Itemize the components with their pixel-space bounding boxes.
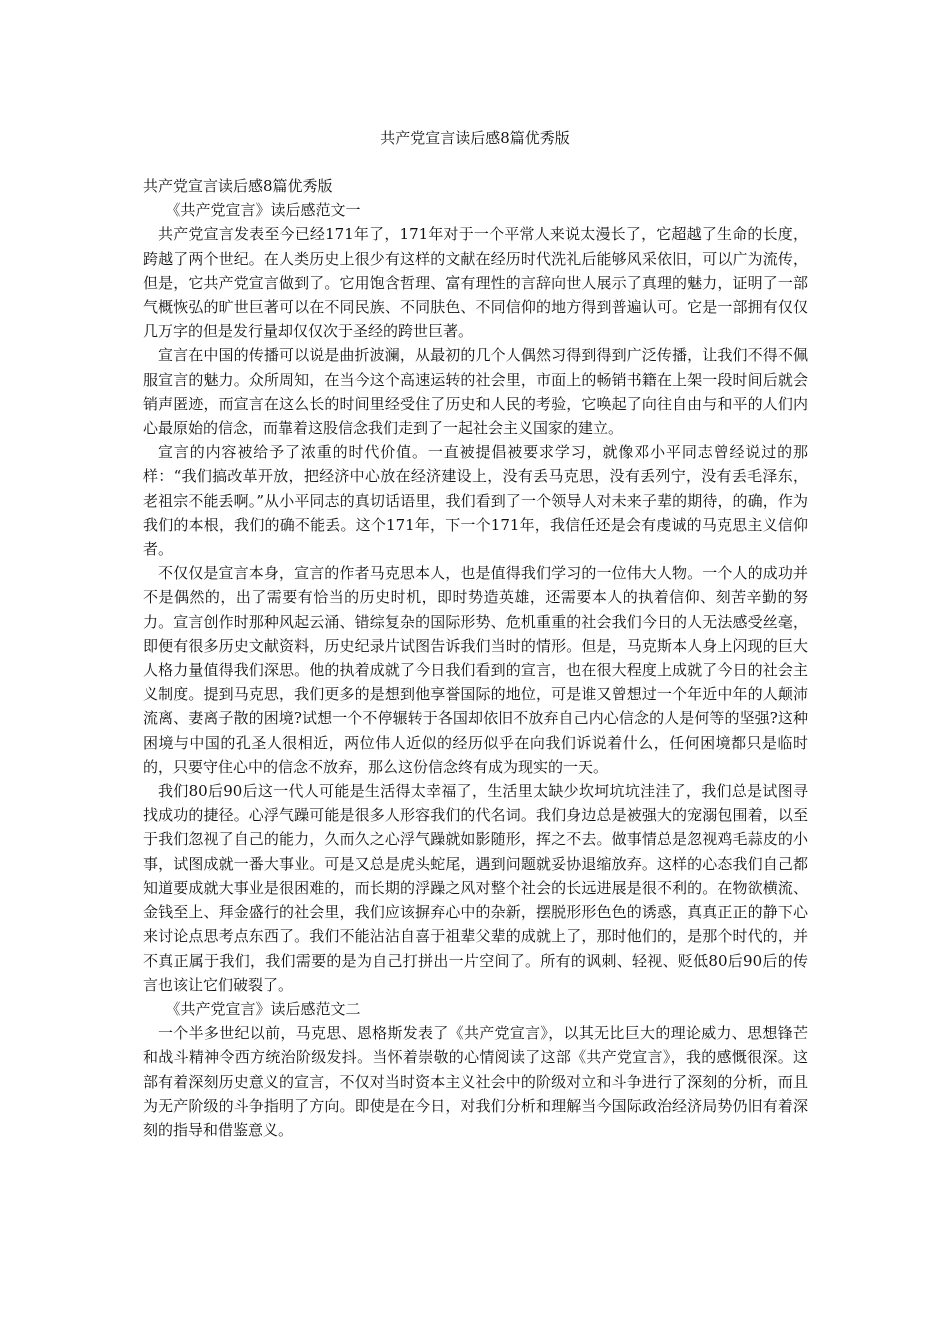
document-body xyxy=(143,174,808,1142)
paragraph: 宣言在中国的传播可以说是曲折波澜，从最初的几个人偶然习得到得到广泛传播，让我们不得不佩服宣言的魅力。众所周知，在当今这个高速运转的社会里，市面上的畅销书籍在上架一段时间后就会销声匿迹，而宣言在这么长的时间里经受住了历史和人民的考验，它唤起了向往自由与和平的人们内心最原始的信念，而靠着这股信念我们走到了一起社会主义国家的建立。 xyxy=(143,346,808,438)
paragraph: 我们80后90后这一代人可能是生活得太幸福了，生活里太缺少坎坷坑坑洼洼了，我们总是试图寻找成功的捷径。心浮气躁可能是很多人形容我们的代名词。我们身边总是被强大的宠溺包围着，以至于我们忽视了自己的能力，久而久之心浮气躁就如影随形，挥之不去。做事情总是忽视鸡毛蒜皮的小事，试图成就一番大事业。可是又总是虎头蛇尾，遇到问题就妥协退缩放弃。这样的心态我们自己都知道要成就大事业是很困难的，而长期的浮躁之风对整个社会的长远进展是很不利的。在物欲横流、金钱至上、拜金盛行的社会里，我们应该摒弃心中的杂新，摆脱形形色色的诱惑，真真正正的静下心来讨论点思考点东西了。我们不能沾沾自喜于祖辈父辈的成就上了，那时他们的，是那个时代的，并不真正属于我们，我们需要的是为自己打拼出一片空间了。所有的讽刺、轻视、贬低80后90后的传言也该让它们破裂了。 xyxy=(143,782,808,994)
section-heading-2: 《共产党宣言》读后感范文二 xyxy=(165,999,361,1018)
paragraph: 不仅仅是宣言本身，宣言的作者马克思本人，也是值得我们学习的一位伟大人物。一个人的成功并不是偶然的，出了需要有恰当的历史时机，即时势造英雄，还需要本人的执着信仰、刻苦辛勤的努力。宣言创作时那种风起云涌、错综复杂的国际形势、危机重重的社会我们今日的人无法感受丝毫，即便有很多历史文献资料，历史纪录片试图告诉我们当时的情形。但是，马克斯本人身上闪现的巨大人格力量值得我们深思。他的执着成就了今日我们看到的宣言，也在很大程度上成就了今日的社会主义制度。提到马克思，我们更多的是想到他享誉国际的地位，可是谁又曾想过一个年近中年的人颠沛流离、妻离子散的困境?试想一个不停辗转于各国却依旧不放弃自己内心信念的人是何等的坚强?这种困境与中国的孔圣人很相近，两位伟人近似的经历似乎在向我们诉说着什么，任何困境都只是临时的，只要守住心中的信念不放弃，那么这份信念终有成为现实的一天。 xyxy=(143,564,808,776)
paragraph: 宣言的内容被给予了浓重的时代价值。一直被提倡被要求学习，就像邓小平同志曾经说过的那样：“我们搞改革开放，把经济中心放在经济建设上，没有丢马克思，没有丢列宁，没有丢毛泽东，老祖宗不能丢啊。”从小平同志的真切话语里，我们看到了一个领导人对未来子辈的期待，的确，作为我们的本根，我们的确不能丢。这个171年，下一个171年，我信任还是会有虔诚的马克思主义信仰者。 xyxy=(143,443,808,559)
document-title: 共产党宣言读后感8篇优秀版 xyxy=(380,129,570,147)
paragraph: 一个半多世纪以前，马克思、恩格斯发表了《共产党宣言》，以其无比巨大的理论威力、思想锋芒和战斗精神令西方统治阶级发抖。当怀着崇敬的心情阅读了这部《共产党宣言》，我的感慨很深。这部有着深刻历史意义的宣言，不仅对当时资本主义社会中的阶级对立和斗争进行了深刻的分析，而且为无产阶级的斗争指明了方向。即使是在今日，对我们分析和理解当今国际政治经济局势仍旧有着深刻的指导和借鉴意义。 xyxy=(143,1024,808,1139)
paragraph: 共产党宣言发表至今已经171年了，171年对于一个平常人来说太漫长了，它超越了生命的长度，跨越了两个世纪。在人类历史上很少有这样的文献在经历时代洗礼后能够风采依旧，可以广为流传，但是，它共产党宣言做到了。它用饱含哲理、富有理性的言辞向世人展示了真理的魅力，证明了一部气概恢弘的旷世巨著可以在不同民族、不同肤色、不同信仰的地方得到普遍认可。它是一部拥有仅仅几万字的但是发行量却仅仅次于圣经的跨世巨著。 xyxy=(143,225,808,341)
section-heading-1: 《共产党宣言》读后感范文一 xyxy=(165,201,361,220)
document-subtitle: 共产党宣言读后感8篇优秀版 xyxy=(143,177,333,195)
